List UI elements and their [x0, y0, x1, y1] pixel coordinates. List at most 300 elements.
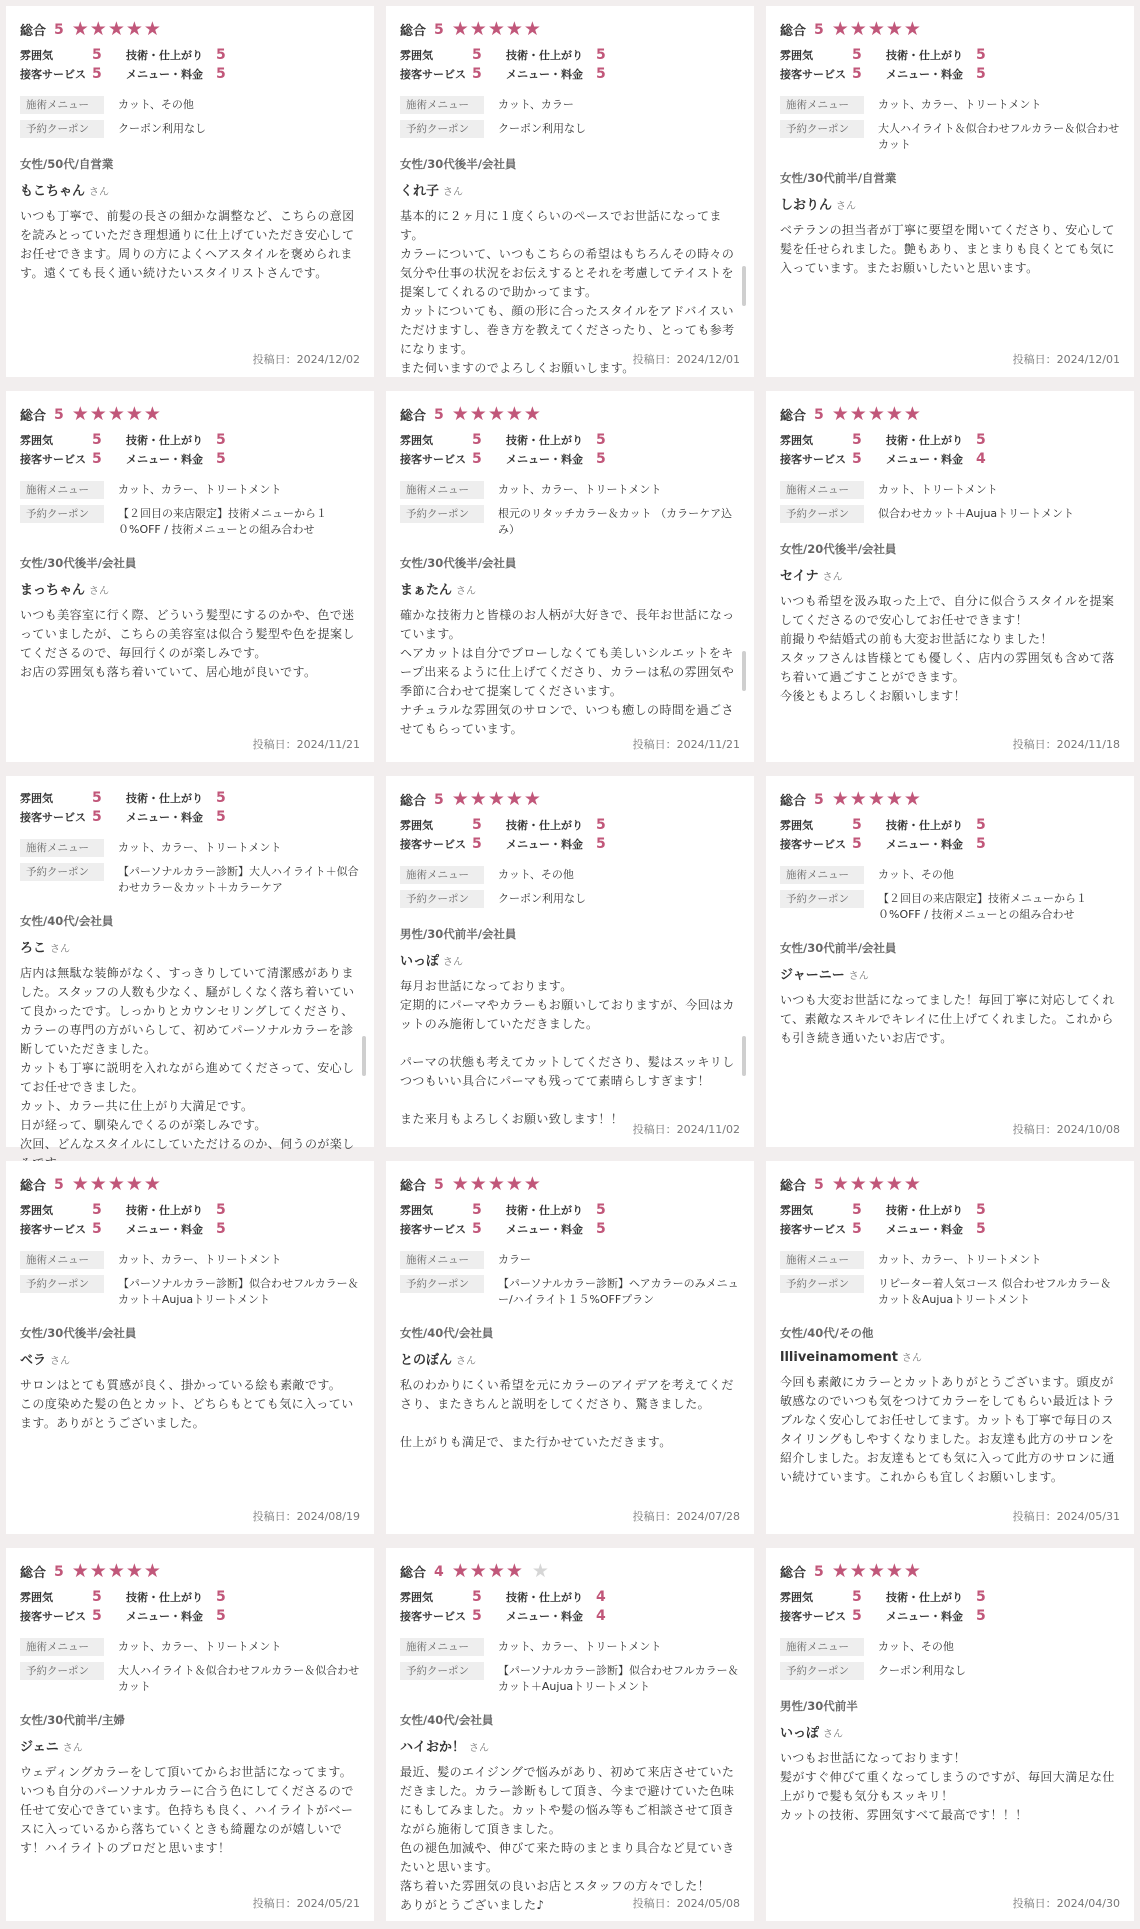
review-meta [780, 96, 1120, 152]
sub-rating-value: 5 [216, 47, 226, 63]
review-cell [760, 0, 1140, 385]
sub-ratings [400, 1589, 740, 1624]
menu-value: カラー [498, 1253, 531, 1266]
reviewer-name-text: くれ子 [400, 184, 440, 199]
menu-value: カット、カラー、トリートメント [498, 483, 662, 496]
sub-rating-value: 5 [92, 790, 102, 806]
reviewer-info: 女性/40代/会社員 [400, 1326, 494, 1340]
reviewer-info: 女性/30代後半/会社員 [400, 157, 517, 171]
sub-rating-label: 雰囲気 [20, 1591, 53, 1604]
san-suffix: さん [50, 944, 71, 955]
sub-rating-label: 雰囲気 [20, 1204, 53, 1217]
review-card [386, 1161, 754, 1534]
sub-rating-label: 技術・仕上がり [506, 819, 583, 832]
sub-rating-label: 技術・仕上がり [126, 1204, 203, 1217]
sub-rating-label: 技術・仕上がり [126, 792, 203, 805]
sub-rating-label: 接客サービス [780, 838, 846, 851]
menu-tag: 施術メニュー [400, 866, 484, 884]
overall-label: 総合 [20, 24, 47, 39]
sub-rating-label: 技術・仕上がり [886, 1591, 963, 1604]
sub-rating-label: 雰囲気 [400, 1204, 433, 1217]
reviewer-name-text: しおりん [780, 198, 833, 213]
menu-tag: 施術メニュー [780, 481, 864, 499]
review-body: 毎月お世話になっております。 定期的にパーマやカラーもお願いしておりますが、今回はカットのみ施術していただきました。 パーマの状態も考えてカットしてくださり、髪はスッキリしつつもいい具合にパーマも残ってて素晴らしすぎます！ また来月もよろしくお願い致します！！ [400, 979, 735, 1126]
review-cell [760, 1155, 1140, 1542]
menu-tag: 施術メニュー [780, 1638, 864, 1656]
overall-rating [780, 20, 1120, 39]
post-date [1013, 1508, 1120, 1524]
sub-rating-label: 技術・仕上がり [886, 819, 963, 832]
review-meta [20, 1251, 360, 1307]
post-date-value: 2024/12/01 [1056, 353, 1120, 366]
sub-rating-value: 5 [216, 1608, 226, 1624]
reviewer-name-text: まぁたん [400, 583, 453, 598]
sub-rating-label: 雰囲気 [780, 434, 813, 447]
sub-rating-value: 5 [92, 66, 102, 82]
menu-value: カット、その他 [498, 868, 574, 881]
sub-rating-label: メニュー・料金 [886, 453, 963, 466]
menu-tag: 施術メニュー [400, 1251, 484, 1269]
sub-rating-label: 雰囲気 [400, 1591, 433, 1604]
sub-rating-label: 雰囲気 [400, 434, 433, 447]
reviewer-info: 女性/30代後半/会社員 [400, 556, 517, 570]
menu-tag: 施術メニュー [780, 1251, 864, 1269]
sub-rating-value: 5 [852, 432, 862, 448]
post-date-value: 2024/05/31 [1056, 1510, 1120, 1523]
star-rating-icon: ★★★★★ [71, 18, 162, 40]
menu-value: カット、その他 [118, 98, 194, 111]
sub-rating-value: 5 [216, 451, 226, 467]
review-cell [760, 385, 1140, 770]
coupon-value[interactable]: 根元のリタッチカラー＆カット （カラーケア込み） [498, 507, 733, 536]
reviewer-info: 男性/30代前半/会社員 [400, 927, 517, 941]
overall-label: 総合 [20, 1566, 47, 1581]
reviewer-name[interactable] [780, 1722, 1120, 1741]
coupon-value[interactable]: クーポン利用なし [118, 122, 206, 135]
sub-rating-label: メニュー・料金 [126, 1223, 203, 1236]
menu-tag: 施術メニュー [20, 839, 104, 857]
sub-rating-label: メニュー・料金 [886, 838, 963, 851]
reviewer-info: 女性/20代後半/会社員 [780, 542, 897, 556]
sub-rating-label: 技術・仕上がり [506, 1204, 583, 1217]
sub-rating-value: 5 [472, 66, 482, 82]
empty-star-icon: ★ [531, 1560, 550, 1582]
menu-tag: 施術メニュー [20, 1251, 104, 1269]
review-meta [400, 96, 740, 138]
star-rating-icon: ★★★★★ [71, 1173, 162, 1195]
review-meta [20, 481, 360, 537]
review-card [766, 1548, 1134, 1921]
post-date-value: 2024/07/28 [676, 1510, 740, 1523]
menu-value: カット、トリートメント [878, 483, 998, 496]
post-date-label: 投稿日： [632, 1897, 677, 1910]
reviewer-name-text: いっぽ [400, 954, 440, 969]
sub-rating-label: メニュー・料金 [506, 1610, 583, 1623]
overall-rating [20, 405, 360, 424]
post-date-label: 投稿日： [632, 738, 677, 751]
coupon-value[interactable]: クーポン利用なし [498, 892, 586, 905]
sub-rating-value: 5 [216, 1589, 226, 1605]
post-date-value: 2024/12/02 [296, 353, 360, 366]
review-card [6, 391, 374, 762]
san-suffix: さん [443, 187, 464, 198]
sub-rating-value: 5 [976, 1202, 986, 1218]
coupon-tag: 予約クーポン [20, 120, 104, 138]
sub-rating-label: 技術・仕上がり [886, 1204, 963, 1217]
post-date-value: 2024/08/19 [296, 1510, 360, 1523]
sub-rating-value: 5 [472, 432, 482, 448]
reviewer-name-text: とのぼん [400, 1353, 453, 1368]
post-date-value: 2024/10/08 [1056, 1123, 1120, 1136]
post-date-value: 2024/12/01 [676, 353, 740, 366]
menu-value: カット、カラー、トリートメント [118, 841, 282, 854]
reviewer-name[interactable] [780, 964, 1120, 983]
sub-rating-label: 接客サービス [20, 453, 86, 466]
star-rating-icon: ★★★★★ [831, 1173, 922, 1195]
coupon-tag: 予約クーポン [780, 120, 864, 138]
post-date-label: 投稿日： [252, 738, 297, 751]
review-body: サロンはとても質感が良く、掛かっている絵も素敵です。 この度染めた髪の色とカット、どちらもとても気に入っています。ありがとうございました。 [20, 1378, 354, 1430]
review-card [386, 1548, 754, 1921]
review-cell [0, 1542, 380, 1929]
post-date-label: 投稿日： [252, 1510, 297, 1523]
star-rating-icon: ★★★★★ [831, 403, 922, 425]
post-date-value: 2024/11/21 [676, 738, 740, 751]
coupon-value[interactable]: 似合わせカット＋Aujuaトリートメント [878, 507, 1075, 520]
post-date [1013, 1895, 1120, 1911]
coupon-value[interactable]: リピーター着人気コース 似合わせフルカラー＆カット＆Aujuaトリートメント [878, 1277, 1112, 1306]
review-body: いつも希望を汲み取った上で、自分に似合うスタイルを提案してくださるので安心してお任せできます！ 前撮りや結婚式の前も大変お世話になりました！ スタッフさんは皆様とても優しく、店内の雰囲気も含めて落ち着いて過ごすことができます。 今後ともよろしくお願いします！ [780, 594, 1115, 703]
reviewer-name[interactable] [400, 950, 740, 969]
overall-label: 総合 [400, 794, 427, 809]
sub-rating-value: 5 [472, 1221, 482, 1237]
review-card [766, 1161, 1134, 1534]
reviewer-info: 女性/40代/会社員 [20, 914, 114, 928]
overall-score: 5 [814, 406, 824, 423]
coupon-tag: 予約クーポン [400, 120, 484, 138]
sub-rating-value: 5 [472, 1608, 482, 1624]
overall-rating [780, 790, 1120, 809]
sub-rating-value: 5 [976, 836, 986, 852]
sub-rating-label: 雰囲気 [400, 819, 433, 832]
menu-tag: 施術メニュー [20, 1638, 104, 1656]
coupon-value[interactable]: 【パーソナルカラー診断】ヘアカラーのみメニュー/ハイライト１５%OFFプラン [498, 1277, 739, 1306]
sub-ratings [400, 432, 740, 467]
post-date-label: 投稿日： [252, 1897, 297, 1910]
reviewer-info: 女性/30代後半/会社員 [20, 556, 137, 570]
coupon-tag: 予約クーポン [780, 1275, 864, 1293]
review-cell [380, 1155, 760, 1542]
star-rating-icon: ★★★★★ [831, 18, 922, 40]
post-date-value: 2024/05/21 [296, 1897, 360, 1910]
review-meta [20, 839, 360, 895]
menu-value: カット、カラー、トリートメント [118, 1640, 282, 1653]
sub-rating-label: 接客サービス [400, 453, 466, 466]
sub-rating-label: メニュー・料金 [886, 68, 963, 81]
overall-rating [20, 20, 360, 39]
sub-rating-label: メニュー・料金 [886, 1223, 963, 1236]
coupon-tag: 予約クーポン [400, 1662, 484, 1680]
sub-ratings [780, 817, 1120, 852]
review-body: 基本的に２ヶ月に１度くらいのペースでお世話になってます。 カラーについて、いつもこちらの希望はもちろんその時々の気分や仕事の状況をお伝えするとそれを考慮してテイストを提案してくれるので助かってます。 カットについても、顔の形に合ったスタイルをアドバイスいただけますし、巻き方を教えてくださったり、とっても参考になります。 また伺いますのでよろしくお願いします。 [400, 209, 735, 375]
sub-rating-label: 雰囲気 [780, 1591, 813, 1604]
review-card [6, 6, 374, 377]
review-card [766, 6, 1134, 377]
sub-rating-value: 5 [216, 1202, 226, 1218]
review-meta [780, 1251, 1120, 1307]
sub-rating-value: 5 [92, 1221, 102, 1237]
overall-label: 総合 [20, 1179, 47, 1194]
menu-value: カット、その他 [878, 868, 954, 881]
reviewer-info: 女性/30代前半/自営業 [780, 171, 897, 185]
overall-label: 総合 [780, 24, 807, 39]
scrollbar[interactable] [742, 266, 746, 306]
post-date [1013, 1121, 1120, 1137]
overall-score: 5 [434, 21, 444, 38]
sub-rating-label: 雰囲気 [400, 49, 433, 62]
reviewer-name-text: ベラ [20, 1353, 47, 1368]
menu-tag: 施術メニュー [780, 96, 864, 114]
post-date [633, 1508, 740, 1524]
coupon-tag: 予約クーポン [400, 1275, 484, 1293]
sub-rating-value: 4 [976, 451, 986, 467]
sub-rating-value: 5 [596, 836, 606, 852]
overall-score: 5 [54, 406, 64, 423]
reviewer-name-text: llliveinamoment [780, 1350, 898, 1365]
star-rating-icon: ★★★★ [451, 1560, 524, 1582]
review-meta [400, 1638, 740, 1694]
scrollbar[interactable] [742, 651, 746, 691]
coupon-tag: 予約クーポン [400, 505, 484, 523]
coupon-tag: 予約クーポン [780, 890, 864, 908]
sub-rating-value: 4 [596, 1589, 606, 1605]
menu-tag: 施術メニュー [400, 1638, 484, 1656]
menu-value: カット、カラー、トリートメント [498, 1640, 662, 1653]
reviewer-name-text: まっちゃん [20, 583, 86, 598]
sub-rating-label: 技術・仕上がり [506, 1591, 583, 1604]
post-date [253, 351, 360, 367]
san-suffix: さん [50, 1356, 71, 1367]
reviewer-name[interactable] [780, 194, 1120, 213]
star-rating-icon: ★★★★★ [831, 788, 922, 810]
reviewer-info: 女性/40代/会社員 [400, 1713, 494, 1727]
post-date-label: 投稿日： [1012, 1510, 1057, 1523]
review-meta [400, 1251, 740, 1307]
sub-rating-label: 接客サービス [780, 68, 846, 81]
sub-ratings [20, 432, 360, 467]
reviewer-name-text: ろこ [20, 941, 47, 956]
coupon-value[interactable]: クーポン利用なし [498, 122, 586, 135]
overall-score: 5 [434, 1176, 444, 1193]
overall-label: 総合 [20, 409, 47, 424]
coupon-tag: 予約クーポン [20, 1662, 104, 1680]
coupon-value[interactable]: 【２回目の来店限定】技術メニューから１０%OFF / 技術メニューとの組み合わせ [878, 892, 1087, 921]
overall-score: 5 [814, 791, 824, 808]
reviewer-name[interactable] [20, 579, 360, 598]
reviewer-name[interactable] [400, 579, 740, 598]
reviewer-name[interactable] [400, 1736, 740, 1755]
scrollbar[interactable] [742, 1036, 746, 1076]
reviewer-name-text: ジャーニー [780, 968, 845, 983]
sub-rating-value: 5 [852, 1608, 862, 1624]
reviewer-name[interactable] [780, 1349, 1120, 1365]
post-date-value: 2024/11/18 [1056, 738, 1120, 751]
sub-rating-value: 4 [596, 1608, 606, 1624]
sub-rating-value: 5 [976, 1589, 986, 1605]
sub-rating-label: 技術・仕上がり [506, 434, 583, 447]
review-card [6, 776, 374, 1151]
sub-rating-value: 5 [472, 1589, 482, 1605]
overall-score: 5 [814, 1176, 824, 1193]
post-date-label: 投稿日： [632, 1510, 677, 1523]
sub-rating-label: 技術・仕上がり [126, 49, 203, 62]
coupon-value[interactable]: 【パーソナルカラー診断】似合わせフルカラー＆カット＋Aujuaトリートメント [118, 1277, 359, 1306]
menu-tag: 施術メニュー [20, 481, 104, 499]
overall-rating [20, 1562, 360, 1581]
reviewer-name[interactable] [20, 180, 360, 199]
sub-rating-label: メニュー・料金 [886, 1610, 963, 1623]
coupon-tag: 予約クーポン [780, 1662, 864, 1680]
sub-rating-label: 技術・仕上がり [886, 434, 963, 447]
sub-rating-value: 5 [976, 1221, 986, 1237]
reviewer-name[interactable] [400, 1349, 740, 1368]
post-date-label: 投稿日： [1012, 738, 1057, 751]
sub-rating-value: 5 [976, 817, 986, 833]
coupon-tag: 予約クーポン [20, 505, 104, 523]
overall-rating [780, 405, 1120, 424]
reviewer-name-text: もこちゃん [20, 184, 86, 199]
overall-score: 5 [54, 1176, 64, 1193]
menu-value: カット、カラー、トリートメント [878, 98, 1042, 111]
post-date-value: 2024/11/21 [296, 738, 360, 751]
review-cell [0, 385, 380, 770]
san-suffix: さん [848, 971, 869, 982]
sub-rating-value: 5 [596, 432, 606, 448]
menu-tag: 施術メニュー [400, 96, 484, 114]
sub-rating-label: 雰囲気 [780, 49, 813, 62]
menu-value: カット、カラー、トリートメント [118, 1253, 282, 1266]
review-body: ウェディングカラーをして頂いてからお世話になってます。 いつも自分のパーソナルカラーに合う色にしてくださるので任せて安心できています。色持ちも良く、ハイライトがベースに入っているから落ちていくときも綺麗なのが嬉しいです！ハイライトのプロだと思います！ [20, 1765, 354, 1855]
coupon-tag: 予約クーポン [20, 1275, 104, 1293]
sub-rating-label: 接客サービス [20, 68, 86, 81]
post-date-value: 2024/04/30 [1056, 1897, 1120, 1910]
sub-rating-value: 5 [472, 1202, 482, 1218]
sub-rating-label: 接客サービス [400, 1610, 466, 1623]
review-card [386, 6, 754, 377]
overall-rating [400, 1175, 740, 1194]
san-suffix: さん [822, 572, 843, 583]
coupon-value[interactable]: 【２回目の来店限定】技術メニューから１０%OFF / 技術メニューとの組み合わせ [118, 507, 327, 536]
san-suffix: さん [823, 1729, 844, 1740]
coupon-value[interactable]: 【パーソナルカラー診断】大人ハイライト＋似合わせカラー＆カット＋カラーケア [118, 865, 359, 894]
post-date [1013, 351, 1120, 367]
review-meta [20, 96, 360, 138]
coupon-value[interactable]: 大人ハイライト＆似合わせフルカラー＆似合わせカット [118, 1664, 360, 1693]
san-suffix: さん [62, 1743, 83, 1754]
sub-rating-label: 技術・仕上がり [126, 434, 203, 447]
sub-rating-label: メニュー・料金 [506, 838, 583, 851]
sub-rating-value: 5 [852, 1221, 862, 1237]
sub-rating-label: 雰囲気 [780, 1204, 813, 1217]
post-date [253, 1508, 360, 1524]
coupon-value[interactable]: 大人ハイライト＆似合わせフルカラー＆似合わせカット [878, 122, 1120, 151]
review-body: ベテランの担当者が丁寧に要望を聞いてくださり、安心して髪を任せられました。艶もあり、まとまりも良くとても気に入っています。またお願いしたいと思います。 [780, 223, 1115, 275]
reviewer-name[interactable] [20, 1349, 360, 1368]
scrollbar[interactable] [362, 1036, 366, 1076]
reviewer-name-text: セイナ [780, 569, 819, 584]
overall-label: 総合 [400, 409, 427, 424]
san-suffix: さん [89, 187, 110, 198]
review-meta [780, 866, 1120, 922]
sub-rating-value: 5 [852, 66, 862, 82]
reviewer-name[interactable] [400, 180, 740, 199]
sub-rating-label: メニュー・料金 [506, 68, 583, 81]
reviewer-name[interactable] [780, 565, 1120, 584]
overall-score: 4 [434, 1563, 444, 1580]
sub-rating-value: 5 [976, 47, 986, 63]
sub-rating-value: 5 [92, 1589, 102, 1605]
review-card [6, 1548, 374, 1921]
sub-rating-label: 接客サービス [400, 838, 466, 851]
sub-ratings [400, 47, 740, 82]
post-date [633, 736, 740, 752]
coupon-value[interactable]: クーポン利用なし [878, 1664, 966, 1677]
sub-rating-label: 雰囲気 [780, 819, 813, 832]
menu-value: カット、カラー [498, 98, 574, 111]
review-meta [780, 1638, 1120, 1680]
reviewer-name[interactable] [20, 937, 360, 956]
overall-rating [780, 1175, 1120, 1194]
coupon-tag: 予約クーポン [780, 505, 864, 523]
reviewer-name[interactable] [20, 1736, 360, 1755]
sub-rating-label: 接客サービス [780, 1223, 846, 1236]
coupon-value[interactable]: 【パーソナルカラー診断】似合わせフルカラー＆カット＋Aujuaトリートメント [498, 1664, 739, 1693]
sub-rating-value: 5 [852, 1202, 862, 1218]
overall-score: 5 [54, 1563, 64, 1580]
sub-ratings [780, 1202, 1120, 1237]
review-body: いつも美容室に行く際、どういう髪型にするのかや、色で迷っていましたが、こちらの美容室は似合う髪型や色を提案してくださるので、毎回行くのが楽しみです。 お店の雰囲気も落ち着いていて、居心地が良いです。 [20, 608, 355, 679]
sub-rating-value: 5 [92, 47, 102, 63]
overall-label: 総合 [400, 1566, 427, 1581]
reviewer-info: 女性/30代後半/会社員 [20, 1326, 137, 1340]
sub-ratings [20, 1202, 360, 1237]
review-body: 最近、髪のエイジングで悩みがあり、初めて来店させていただきました。カラー診断もして頂き、今まで避けていた色味にもしてみました。カットや髪の悩み等もご相談させて頂きながら施術して頂きました。 色の褪色加減や、伸びて来た時のまとまり具合など見ていきたいと思います。 落ち着いた雰囲気の良いお店とスタッフの方々でした！ ありがとうございました♪ [400, 1765, 735, 1912]
reviewer-info: 女性/40代/その他 [780, 1326, 874, 1340]
sub-rating-label: メニュー・料金 [126, 1610, 203, 1623]
sub-rating-value: 5 [596, 47, 606, 63]
menu-tag: 施術メニュー [780, 866, 864, 884]
overall-rating [20, 1175, 360, 1194]
star-rating-icon: ★★★★★ [451, 788, 542, 810]
post-date-label: 投稿日： [632, 1123, 677, 1136]
sub-rating-label: メニュー・料金 [126, 811, 203, 824]
sub-ratings [780, 1589, 1120, 1624]
review-body: 今回も素敵にカラーとカットありがとうございます。頭皮が敏感なのでいつも気をつけてカラーをしてもらい最近はトラブルなく安心してお任せしてます。カットも丁寧で毎日のスタイリングもしやすくなりました。お友達も此方のサロンを紹介しました。お友達もとても気に入って此方のサロンに通い続けています。これからも宜しくお願いします。 [780, 1375, 1115, 1484]
sub-rating-value: 5 [852, 451, 862, 467]
review-cell [760, 770, 1140, 1155]
sub-rating-label: 接客サービス [780, 453, 846, 466]
review-cell [760, 1542, 1140, 1929]
san-suffix: さん [89, 586, 110, 597]
review-cell [0, 0, 380, 385]
sub-ratings [780, 47, 1120, 82]
sub-ratings [20, 1589, 360, 1624]
sub-rating-value: 5 [216, 809, 226, 825]
post-date-label: 投稿日： [632, 353, 677, 366]
post-date-label: 投稿日： [252, 353, 297, 366]
review-body: 私のわかりにくい希望を元にカラーのアイデアを考えてくださり、またきちんと説明をしてくださり、驚きました。 仕上がりも満足で、また行かせていただきます。 [400, 1378, 734, 1449]
menu-value: カット、カラー、トリートメント [878, 1253, 1042, 1266]
